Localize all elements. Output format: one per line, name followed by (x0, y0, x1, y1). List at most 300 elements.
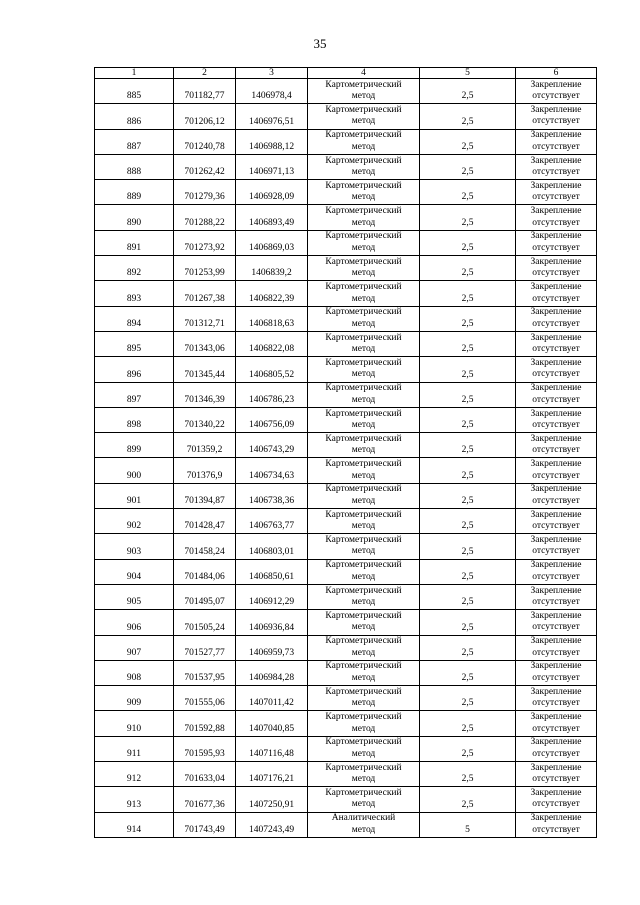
fixation-text-line: отсутствует (532, 647, 580, 658)
accuracy-cell: 2,5 (420, 306, 516, 331)
fixation-text-line: Закрепление (530, 787, 582, 798)
fixation-text-line: Закрепление (530, 282, 582, 293)
accuracy-cell: 2,5 (420, 357, 516, 382)
x-coordinate-cell: 701677,36 (174, 787, 236, 812)
method-text-line: Картометрический (325, 610, 402, 621)
method-cell (308, 762, 420, 787)
x-coordinate-cell: 701240,78 (174, 129, 236, 154)
column-header-6: 6 (516, 68, 597, 79)
fixation-cell (516, 483, 597, 508)
accuracy-cell: 2,5 (420, 686, 516, 711)
y-coordinate-cell: 1407176,21 (236, 762, 308, 787)
method-text-line: Картометрический (325, 712, 402, 723)
method-cell (308, 711, 420, 736)
y-coordinate-cell: 1406976,51 (236, 104, 308, 129)
method-cell (308, 736, 420, 761)
header-row (95, 68, 597, 79)
method-text-line: метод (351, 546, 376, 557)
fixation-text-line: Закрепление (530, 459, 582, 470)
method-text-line: Картометрический (325, 787, 402, 798)
y-coordinate-cell: 1406818,63 (236, 306, 308, 331)
point-number-cell: 900 (95, 458, 174, 483)
accuracy-cell: 2,5 (420, 660, 516, 685)
x-coordinate-cell: 701206,12 (174, 104, 236, 129)
method-text-line: Картометрический (325, 155, 402, 166)
fixation-text-line: Закрепление (530, 509, 582, 520)
method-text-line: метод (351, 394, 376, 405)
method-text-line: метод (351, 824, 376, 835)
point-number-cell: 892 (95, 256, 174, 281)
table-row (95, 306, 597, 331)
method-text-line: Картометрический (325, 130, 402, 141)
y-coordinate-cell: 1406803,01 (236, 534, 308, 559)
y-coordinate-cell: 1407116,48 (236, 736, 308, 761)
method-cell (308, 256, 420, 281)
x-coordinate-cell: 701555,06 (174, 686, 236, 711)
fixation-text-line: отсутствует (532, 167, 580, 178)
table-row (95, 180, 597, 205)
fixation-cell (516, 458, 597, 483)
method-text-line: метод (351, 141, 376, 152)
point-number-cell: 890 (95, 205, 174, 230)
point-number-cell: 905 (95, 584, 174, 609)
x-coordinate-cell: 701182,77 (174, 79, 236, 104)
accuracy-cell: 2,5 (420, 331, 516, 356)
point-number-cell: 902 (95, 509, 174, 534)
fixation-text-line: Закрепление (530, 256, 582, 267)
fixation-cell (516, 812, 597, 837)
fixation-text-line: отсутствует (532, 799, 580, 810)
x-coordinate-cell: 701592,88 (174, 711, 236, 736)
method-text-line: метод (351, 672, 376, 683)
x-coordinate-cell: 701312,71 (174, 306, 236, 331)
table-row (95, 205, 597, 230)
fixation-text-line: отсутствует (532, 369, 580, 380)
method-text-line: метод (351, 622, 376, 633)
method-text-line: метод (351, 116, 376, 127)
accuracy-cell: 5 (420, 812, 516, 837)
point-number-cell: 894 (95, 306, 174, 331)
x-coordinate-cell: 701527,77 (174, 635, 236, 660)
table-row (95, 686, 597, 711)
fixation-cell (516, 534, 597, 559)
table-header (95, 68, 597, 79)
method-text-line: метод (351, 293, 376, 304)
fixation-text-line: Закрепление (530, 180, 582, 191)
accuracy-cell: 2,5 (420, 180, 516, 205)
accuracy-cell: 2,5 (420, 154, 516, 179)
method-text-line: метод (351, 445, 376, 456)
method-text-line: Картометрический (325, 534, 402, 545)
x-coordinate-cell: 701253,99 (174, 256, 236, 281)
fixation-text-line: отсутствует (532, 571, 580, 582)
method-text-line: Картометрический (325, 307, 402, 318)
accuracy-cell: 2,5 (420, 433, 516, 458)
x-coordinate-cell: 701537,95 (174, 660, 236, 685)
method-text-line: Аналитический (331, 813, 396, 824)
x-coordinate-cell: 701345,44 (174, 357, 236, 382)
method-text-line: Картометрический (325, 636, 402, 647)
fixation-text-line: отсутствует (532, 546, 580, 557)
x-coordinate-cell: 701346,39 (174, 382, 236, 407)
page-number: 35 (313, 36, 327, 51)
method-text-line: метод (351, 470, 376, 481)
accuracy-cell: 2,5 (420, 129, 516, 154)
column-header-1: 1 (95, 68, 174, 79)
fixation-cell (516, 306, 597, 331)
accuracy-cell: 2,5 (420, 458, 516, 483)
method-text-line: Картометрический (325, 282, 402, 293)
table-row (95, 407, 597, 432)
y-coordinate-cell: 1407011,42 (236, 686, 308, 711)
fixation-text-line: Закрепление (530, 712, 582, 723)
table-row (95, 129, 597, 154)
fixation-cell (516, 79, 597, 104)
point-number-cell: 885 (95, 79, 174, 104)
method-text-line: Картометрический (325, 357, 402, 368)
method-cell (308, 610, 420, 635)
fixation-text-line: Закрепление (530, 408, 582, 419)
accuracy-cell: 2,5 (420, 509, 516, 534)
column-header-4: 4 (308, 68, 420, 79)
y-coordinate-cell: 1407040,85 (236, 711, 308, 736)
fixation-text-line: отсутствует (532, 318, 580, 329)
method-text-line: метод (351, 192, 376, 203)
x-coordinate-cell: 701484,06 (174, 559, 236, 584)
x-coordinate-cell: 701743,49 (174, 812, 236, 837)
fixation-cell (516, 686, 597, 711)
fixation-text-line: отсутствует (532, 242, 580, 253)
x-coordinate-cell: 701262,42 (174, 154, 236, 179)
y-coordinate-cell: 1406984,28 (236, 660, 308, 685)
method-cell (308, 534, 420, 559)
fixation-text-line: отсутствует (532, 293, 580, 304)
point-number-cell: 913 (95, 787, 174, 812)
fixation-cell (516, 509, 597, 534)
method-text-line: Картометрический (325, 585, 402, 596)
method-text-line: метод (351, 242, 376, 253)
fixation-cell (516, 357, 597, 382)
accuracy-cell: 2,5 (420, 610, 516, 635)
y-coordinate-cell: 1406978,4 (236, 79, 308, 104)
point-number-cell: 891 (95, 230, 174, 255)
method-text-line: метод (351, 698, 376, 709)
point-number-cell: 899 (95, 433, 174, 458)
table-row (95, 559, 597, 584)
y-coordinate-cell: 1406805,52 (236, 357, 308, 382)
method-cell (308, 787, 420, 812)
fixation-text-line: Закрепление (530, 231, 582, 242)
fixation-cell (516, 331, 597, 356)
method-text-line: метод (351, 774, 376, 785)
fixation-cell (516, 382, 597, 407)
y-coordinate-cell: 1406756,09 (236, 407, 308, 432)
fixation-text-line: отсутствует (532, 622, 580, 633)
fixation-text-line: отсутствует (532, 116, 580, 127)
method-text-line: метод (351, 318, 376, 329)
y-coordinate-cell: 1406971,13 (236, 154, 308, 179)
method-text-line: метод (351, 597, 376, 608)
point-number-cell: 896 (95, 357, 174, 382)
fixation-text-line: отсутствует (532, 268, 580, 279)
fixation-text-line: Закрепление (530, 686, 582, 697)
method-text-line: метод (351, 571, 376, 582)
table-row (95, 230, 597, 255)
table-row (95, 509, 597, 534)
point-number-cell: 897 (95, 382, 174, 407)
table-row (95, 762, 597, 787)
column-header-3: 3 (236, 68, 308, 79)
fixation-cell (516, 762, 597, 787)
accuracy-cell: 2,5 (420, 711, 516, 736)
y-coordinate-cell: 1406912,29 (236, 584, 308, 609)
fixation-text-line: отсутствует (532, 470, 580, 481)
table-row (95, 331, 597, 356)
fixation-text-line: Закрепление (530, 206, 582, 217)
fixation-text-line: отсутствует (532, 394, 580, 405)
method-cell (308, 154, 420, 179)
fixation-text-line: Закрепление (530, 762, 582, 773)
table-row (95, 812, 597, 837)
method-text-line: Картометрический (325, 408, 402, 419)
method-text-line: метод (351, 217, 376, 228)
fixation-cell (516, 129, 597, 154)
method-text-line: Картометрический (325, 484, 402, 495)
x-coordinate-cell: 701340,22 (174, 407, 236, 432)
method-cell (308, 559, 420, 584)
table-row (95, 104, 597, 129)
fixation-text-line: Закрепление (530, 813, 582, 824)
table-row (95, 154, 597, 179)
fixation-cell (516, 230, 597, 255)
method-text-line: метод (351, 647, 376, 658)
method-text-line: метод (351, 344, 376, 355)
method-cell (308, 584, 420, 609)
y-coordinate-cell: 1406959,73 (236, 635, 308, 660)
x-coordinate-cell: 701458,24 (174, 534, 236, 559)
y-coordinate-cell: 1407243,49 (236, 812, 308, 837)
fixation-cell (516, 205, 597, 230)
method-cell (308, 104, 420, 129)
accuracy-cell: 2,5 (420, 104, 516, 129)
method-cell (308, 357, 420, 382)
y-coordinate-cell: 1406763,77 (236, 509, 308, 534)
fixation-cell (516, 736, 597, 761)
table-row (95, 483, 597, 508)
method-text-line: Картометрический (325, 737, 402, 748)
method-text-line: метод (351, 167, 376, 178)
x-coordinate-cell: 701394,87 (174, 483, 236, 508)
table-row (95, 736, 597, 761)
method-text-line: Картометрический (325, 686, 402, 697)
method-text-line: метод (351, 91, 376, 102)
fixation-text-line: Закрепление (530, 610, 582, 621)
y-coordinate-cell: 1406869,03 (236, 230, 308, 255)
accuracy-cell: 2,5 (420, 483, 516, 508)
point-number-cell: 887 (95, 129, 174, 154)
method-text-line: Картометрический (325, 256, 402, 267)
point-number-cell: 898 (95, 407, 174, 432)
x-coordinate-cell: 701279,36 (174, 180, 236, 205)
fixation-text-line: отсутствует (532, 217, 580, 228)
table-body (95, 79, 597, 838)
fixation-text-line: Закрепление (530, 383, 582, 394)
coordinates-table (94, 67, 597, 838)
x-coordinate-cell: 701267,38 (174, 281, 236, 306)
accuracy-cell: 2,5 (420, 256, 516, 281)
point-number-cell: 889 (95, 180, 174, 205)
method-cell (308, 331, 420, 356)
fixation-text-line: Закрепление (530, 307, 582, 318)
method-cell (308, 812, 420, 837)
point-number-cell: 910 (95, 711, 174, 736)
table-row (95, 787, 597, 812)
method-cell (308, 509, 420, 534)
column-header-2: 2 (174, 68, 236, 79)
method-cell (308, 483, 420, 508)
point-number-cell: 908 (95, 660, 174, 685)
fixation-text-line: отсутствует (532, 445, 580, 456)
y-coordinate-cell: 1406786,23 (236, 382, 308, 407)
fixation-text-line: Закрепление (530, 585, 582, 596)
y-coordinate-cell: 1406839,2 (236, 256, 308, 281)
accuracy-cell: 2,5 (420, 230, 516, 255)
fixation-text-line: Закрепление (530, 332, 582, 343)
point-number-cell: 906 (95, 610, 174, 635)
accuracy-cell: 2,5 (420, 79, 516, 104)
fixation-text-line: Закрепление (530, 661, 582, 672)
fixation-cell (516, 281, 597, 306)
fixation-text-line: отсутствует (532, 192, 580, 203)
accuracy-cell: 2,5 (420, 281, 516, 306)
fixation-text-line: Закрепление (530, 79, 582, 90)
fixation-cell (516, 584, 597, 609)
fixation-text-line: Закрепление (530, 534, 582, 545)
y-coordinate-cell: 1406734,63 (236, 458, 308, 483)
fixation-cell (516, 610, 597, 635)
method-text-line: Картометрический (325, 180, 402, 191)
method-text-line: Картометрический (325, 231, 402, 242)
fixation-text-line: отсутствует (532, 723, 580, 734)
method-text-line: Картометрический (325, 459, 402, 470)
table-row (95, 584, 597, 609)
method-text-line: метод (351, 268, 376, 279)
fixation-cell (516, 407, 597, 432)
fixation-text-line: отсутствует (532, 521, 580, 532)
method-text-line: Картометрический (325, 509, 402, 520)
x-coordinate-cell: 701595,93 (174, 736, 236, 761)
method-cell (308, 306, 420, 331)
table-row (95, 256, 597, 281)
method-cell (308, 382, 420, 407)
point-number-cell: 888 (95, 154, 174, 179)
accuracy-cell: 2,5 (420, 762, 516, 787)
table-row (95, 660, 597, 685)
x-coordinate-cell: 701428,47 (174, 509, 236, 534)
point-number-cell: 886 (95, 104, 174, 129)
fixation-text-line: отсутствует (532, 495, 580, 506)
fixation-text-line: отсутствует (532, 774, 580, 785)
point-number-cell: 911 (95, 736, 174, 761)
point-number-cell: 904 (95, 559, 174, 584)
y-coordinate-cell: 1406743,29 (236, 433, 308, 458)
accuracy-cell: 2,5 (420, 382, 516, 407)
accuracy-cell: 2,5 (420, 559, 516, 584)
method-text-line: Картометрический (325, 104, 402, 115)
point-number-cell: 901 (95, 483, 174, 508)
y-coordinate-cell: 1406850,61 (236, 559, 308, 584)
fixation-text-line: отсутствует (532, 91, 580, 102)
accuracy-cell: 2,5 (420, 635, 516, 660)
method-text-line: Картометрический (325, 560, 402, 571)
fixation-text-line: Закрепление (530, 130, 582, 141)
accuracy-cell: 2,5 (420, 534, 516, 559)
fixation-text-line: отсутствует (532, 824, 580, 835)
accuracy-cell: 2,5 (420, 787, 516, 812)
point-number-cell: 903 (95, 534, 174, 559)
fixation-text-line: отсутствует (532, 344, 580, 355)
method-cell (308, 458, 420, 483)
fixation-text-line: Закрепление (530, 636, 582, 647)
point-number-cell: 914 (95, 812, 174, 837)
method-cell (308, 79, 420, 104)
method-text-line: Картометрический (325, 332, 402, 343)
method-text-line: метод (351, 495, 376, 506)
x-coordinate-cell: 701359,2 (174, 433, 236, 458)
method-text-line: Картометрический (325, 762, 402, 773)
fixation-cell (516, 104, 597, 129)
method-cell (308, 281, 420, 306)
fixation-cell (516, 433, 597, 458)
fixation-text-line: Закрепление (530, 155, 582, 166)
accuracy-cell: 2,5 (420, 584, 516, 609)
accuracy-cell: 2,5 (420, 736, 516, 761)
y-coordinate-cell: 1406893,49 (236, 205, 308, 230)
point-number-cell: 893 (95, 281, 174, 306)
fixation-text-line: отсутствует (532, 748, 580, 759)
table-row (95, 357, 597, 382)
x-coordinate-cell: 701273,92 (174, 230, 236, 255)
table-row (95, 534, 597, 559)
y-coordinate-cell: 1406936,84 (236, 610, 308, 635)
method-text-line: метод (351, 799, 376, 810)
x-coordinate-cell: 701505,24 (174, 610, 236, 635)
x-coordinate-cell: 701633,04 (174, 762, 236, 787)
table-row (95, 610, 597, 635)
table-row (95, 711, 597, 736)
fixation-text-line: Закрепление (530, 560, 582, 571)
method-text-line: метод (351, 723, 376, 734)
y-coordinate-cell: 1406928,09 (236, 180, 308, 205)
fixation-text-line: отсутствует (532, 420, 580, 430)
y-coordinate-cell: 1406988,12 (236, 129, 308, 154)
fixation-text-line: Закрепление (530, 433, 582, 444)
table-row (95, 458, 597, 483)
method-cell (308, 129, 420, 154)
method-cell (308, 686, 420, 711)
table-row (95, 382, 597, 407)
y-coordinate-cell: 1406738,36 (236, 483, 308, 508)
method-text-line: Картометрический (325, 79, 402, 90)
y-coordinate-cell: 1407250,91 (236, 787, 308, 812)
fixation-text-line: отсутствует (532, 672, 580, 683)
method-text-line: Картометрический (325, 661, 402, 672)
fixation-cell (516, 711, 597, 736)
x-coordinate-cell: 701288,22 (174, 205, 236, 230)
method-text-line: Картометрический (325, 206, 402, 217)
fixation-text-line: Закрепление (530, 484, 582, 495)
fixation-cell (516, 154, 597, 179)
